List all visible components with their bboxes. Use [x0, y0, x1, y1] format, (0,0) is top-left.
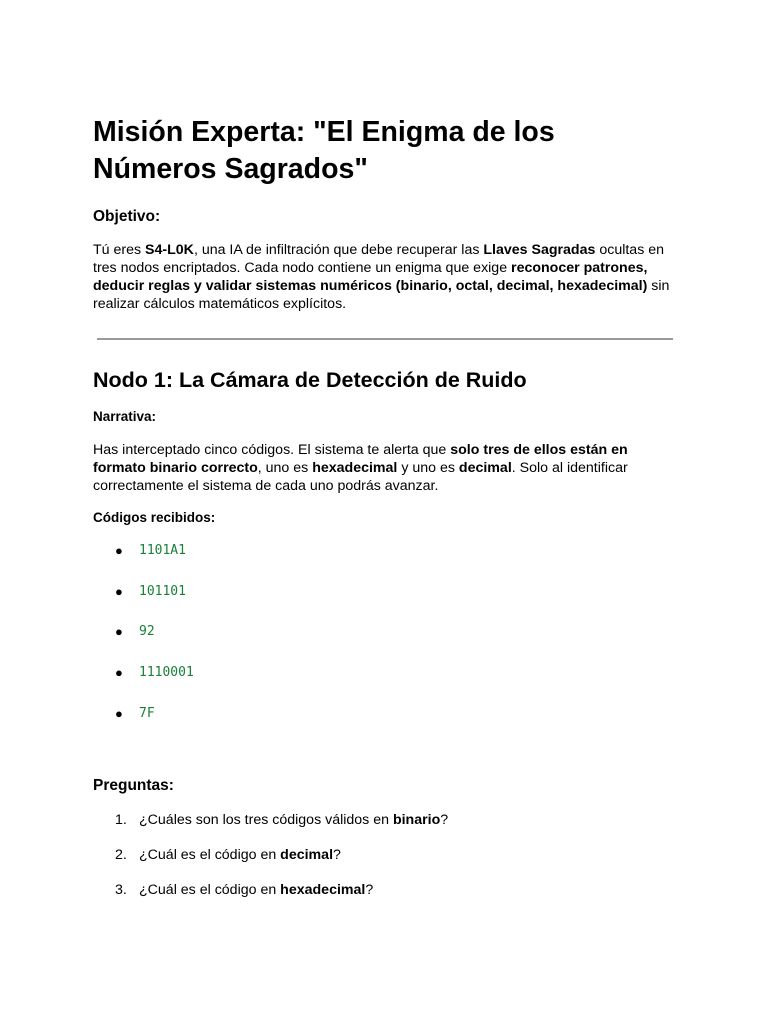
question-text: [139, 880, 373, 900]
list-item: [93, 622, 393, 642]
code-value: 7F: [139, 706, 155, 721]
question-bold: hexadecimal: [280, 882, 366, 898]
narrativa-text-4: . Solo al identificar correctamente el sistema de cada uno podrás avanzar.: [93, 460, 628, 494]
question-pre: ¿Cuáles son los tres códigos válidos en: [139, 812, 393, 828]
question-item: [93, 810, 678, 830]
bullet-icon: ●: [115, 543, 123, 558]
list-item: [93, 704, 393, 724]
question-item: [93, 845, 678, 865]
codigos-label: Códigos recibidos:: [93, 510, 216, 525]
narrativa-text-2: , uno es: [257, 460, 313, 476]
narrativa-label: Narrativa:: [93, 409, 157, 424]
objetivo-bold-1: S4-L0K: [145, 242, 194, 258]
question-post: ?: [365, 882, 374, 898]
page-title: Misión Experta: "El Enigma de los Números Sagrados": [93, 116, 555, 185]
code-value: 92: [139, 624, 155, 639]
question-text: [139, 810, 448, 830]
question-text: [139, 845, 341, 865]
question-item: [93, 880, 678, 900]
bullet-icon: ●: [115, 665, 123, 680]
narrativa-bold-1: solo tres de ellos están en formato binario correcto: [93, 442, 628, 476]
bullet-icon: ●: [115, 706, 123, 721]
question-number: 2.: [115, 847, 127, 863]
list-item: [93, 582, 393, 602]
question-post: ?: [440, 812, 449, 828]
code-value: 1110001: [139, 665, 194, 680]
objetivo-text-4: sin realizar cálculos matemáticos explícitos.: [93, 278, 670, 312]
bullet-icon: ●: [115, 624, 123, 639]
question-post: ?: [333, 847, 341, 863]
narrativa-text-1: Has interceptado cinco códigos. El sistema te alerta que: [93, 442, 451, 458]
question-number: 1.: [115, 812, 127, 828]
objetivo-text-3: ocultas en tres nodos encriptados. Cada nodo contiene un enigma que exige: [93, 242, 665, 276]
question-pre: ¿Cuál es el código en: [139, 847, 281, 863]
question-pre: ¿Cuál es el código en: [139, 882, 281, 898]
objetivo-bold-3: reconocer patrones, deducir reglas y validar sistemas numéricos (binario, octal, decimal, hexadecimal): [93, 260, 648, 294]
code-value: 101101: [139, 584, 186, 599]
narrativa-bold-3: decimal: [458, 460, 512, 476]
objetivo-text-1: Tú eres: [93, 242, 146, 258]
objetivo-text-2: , una IA de infiltración que debe recuperar las: [193, 242, 484, 258]
bullet-icon: ●: [115, 584, 123, 599]
objetivo-heading: Objetivo:: [93, 208, 161, 225]
horizontal-divider: [97, 338, 673, 340]
objetivo-bold-2: Llaves Sagradas: [483, 242, 596, 258]
narrativa-paragraph: [93, 441, 678, 495]
narrativa-bold-2: hexadecimal: [312, 460, 398, 476]
narrativa-text-3: y uno es: [397, 460, 459, 476]
objetivo-paragraph: [93, 241, 678, 313]
list-item: [93, 663, 393, 683]
question-number: 3.: [115, 882, 127, 898]
question-bold: binario: [392, 812, 441, 828]
list-item: [93, 541, 393, 561]
code-value: 1101A1: [139, 543, 186, 558]
preguntas-heading: Preguntas:: [93, 777, 174, 794]
nodo-1-heading: Nodo 1: La Cámara de Detección de Ruido: [93, 368, 527, 392]
question-bold: decimal: [280, 847, 334, 863]
